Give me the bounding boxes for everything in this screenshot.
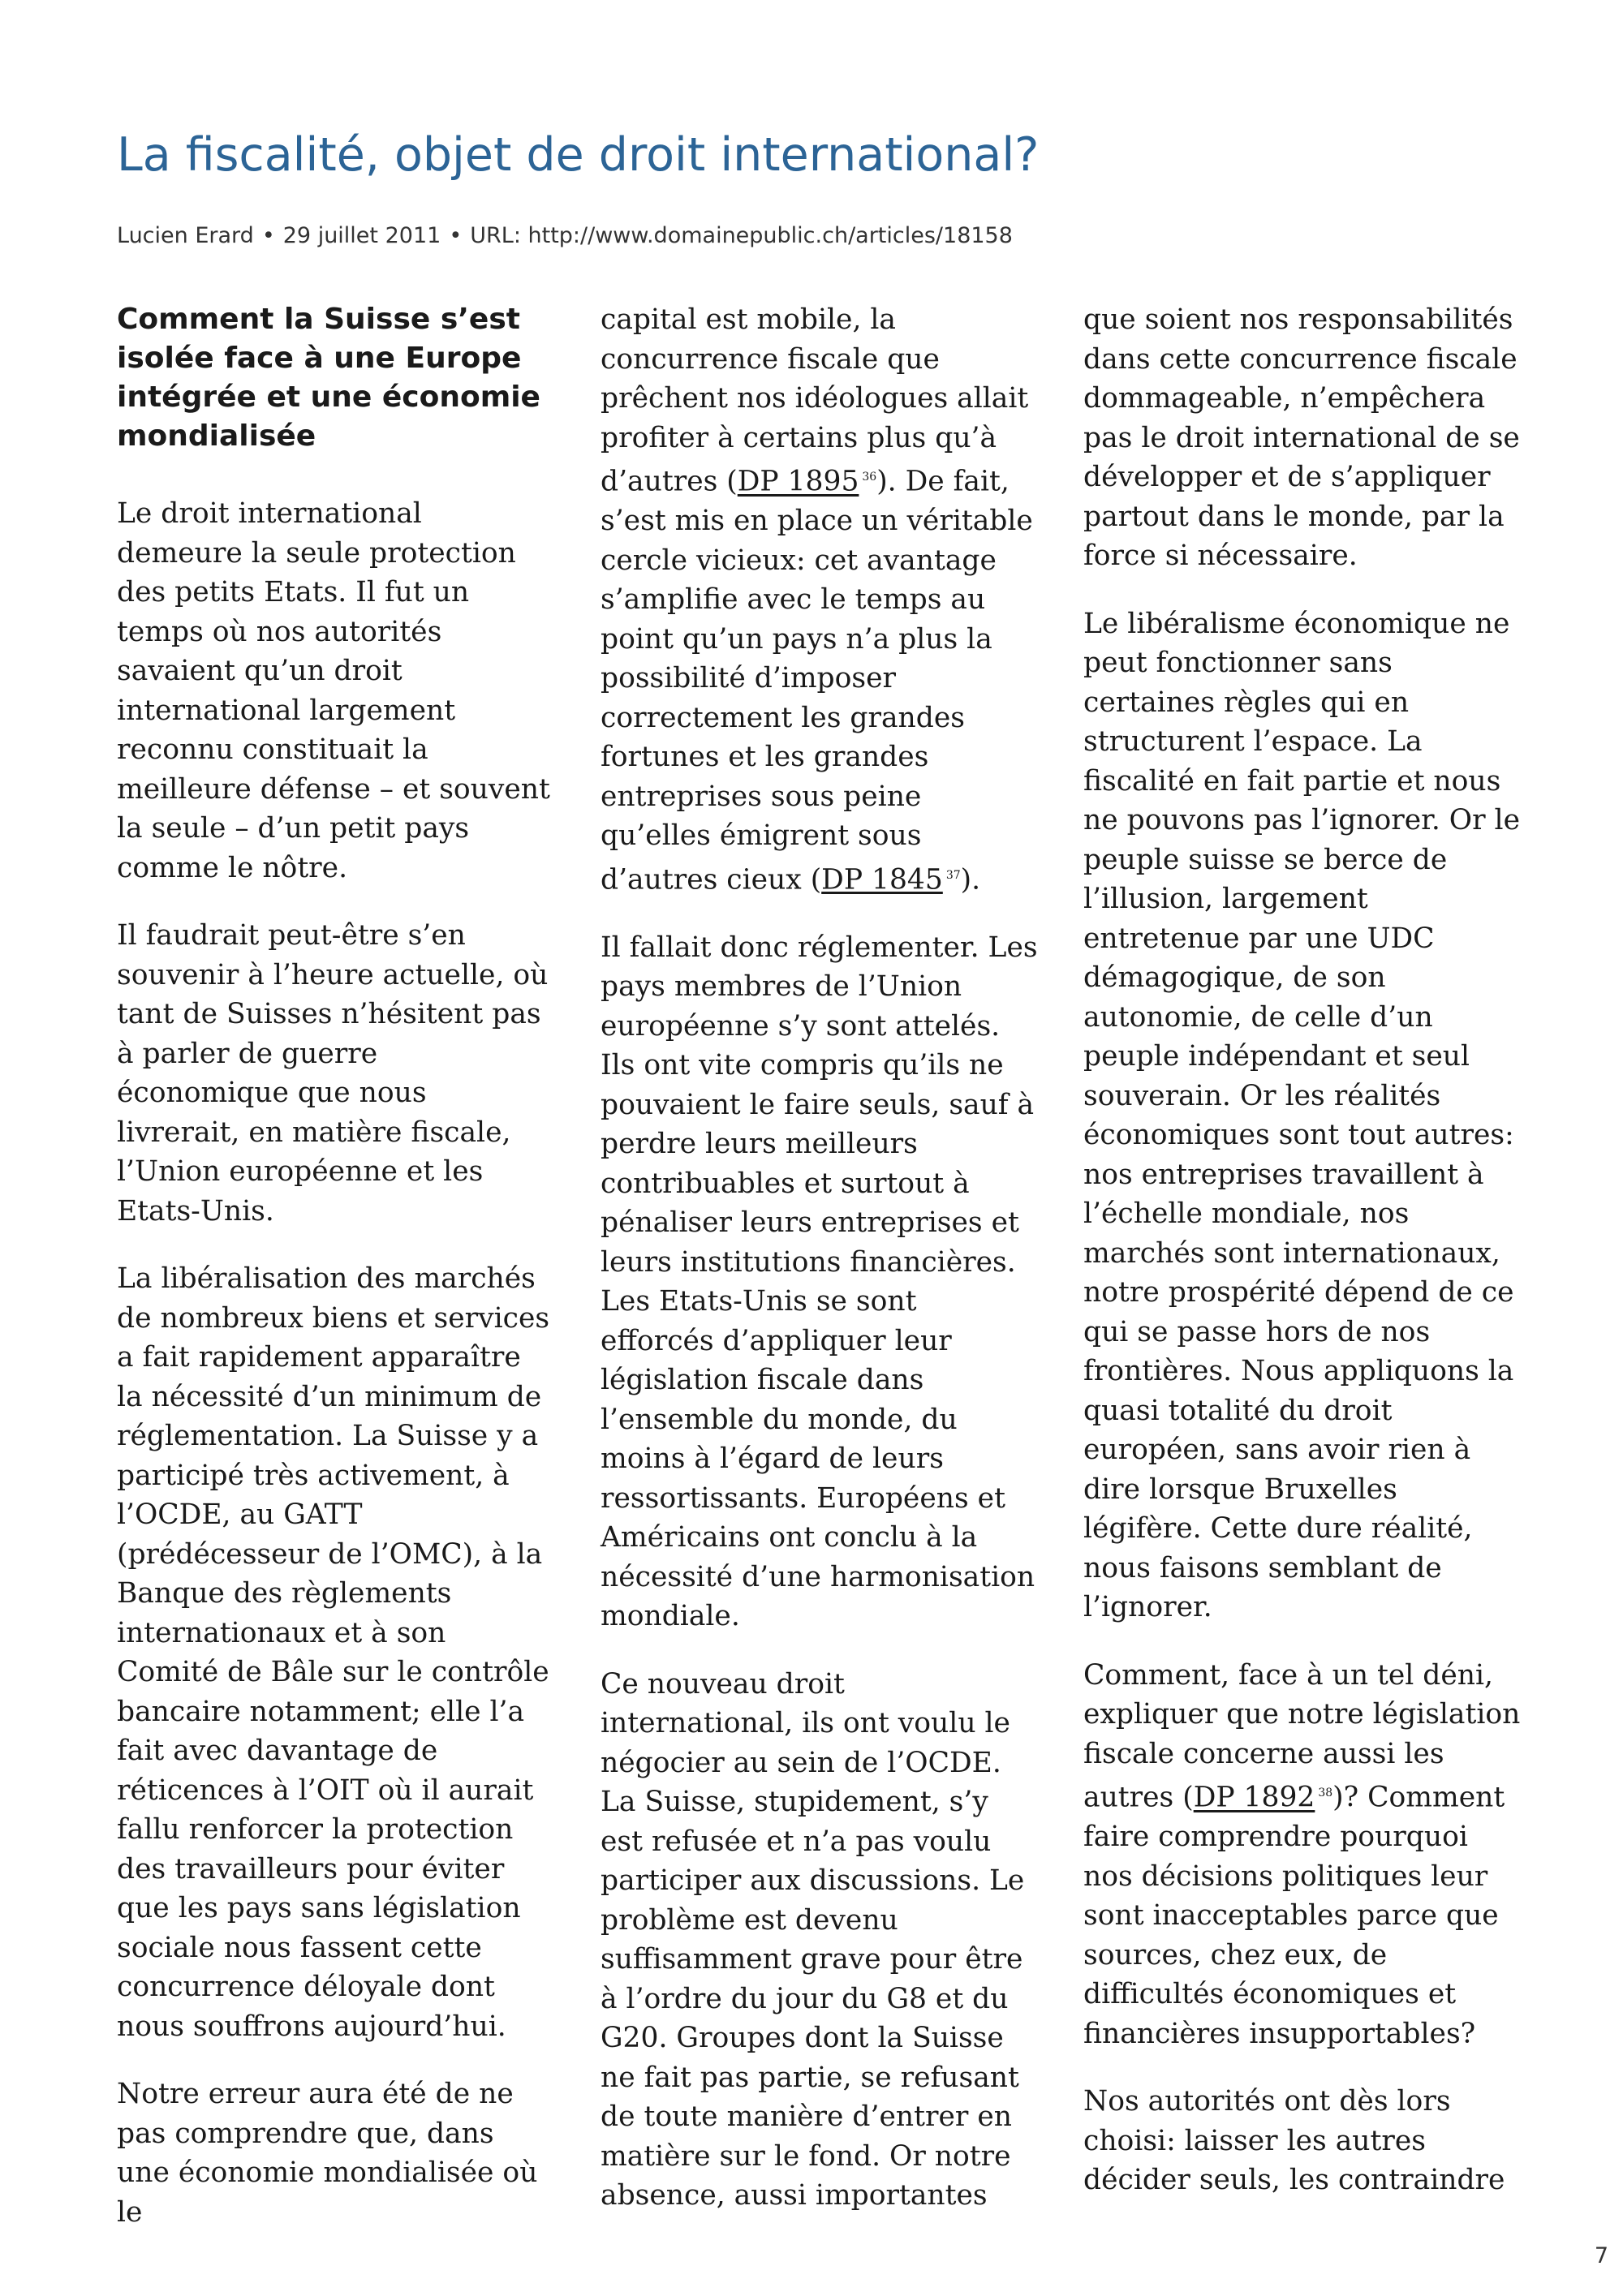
dp-1845-link[interactable]: DP 1845	[821, 863, 943, 896]
article-byline: Lucien Erard • 29 juillet 2011 • URL: http://www.domainepublic.ch/articles/18158	[117, 223, 1013, 248]
column-2	[601, 300, 1039, 2244]
paragraph-6-cont: que soient nos responsabilités dans cette concurrence fiscale dommageable, n’empêchera pas le droit international de se développer et de s’appliquer partout dans le monde, par la force si nécessaire.	[1083, 303, 1520, 572]
article-url[interactable]: URL: http://www.domainepublic.ch/articles/18158	[470, 223, 1013, 248]
paragraph-6-start: Ce nouveau droit international, ils ont voulu le négocier au sein de l’OCDE. La Suisse, stupidement, s’y est refusée et n’a pas voulu participer aux discussions. Le problème est devenu suffisamment grave pour être à l’ordre du jour du G8 et du G20. Groupes dont la Suisse ne fait pas partie, se refusant de toute manière d’entrer en matière sur le fond. Or notre absence, aussi importantes	[601, 1667, 1025, 2212]
page-number: 7	[1594, 2243, 1608, 2268]
paragraph-1: Le droit international demeure la seule protection des petits Etats. Il fut un temps où nos autorités savaient qu’un droit international largement reconnu constituait la meilleure défense – et souvent la seule – d’un petit pays comme le nôtre.	[117, 497, 550, 884]
dp-1895-link[interactable]: DP 1895	[737, 465, 859, 498]
paragraph-7: Le libéralisme économique ne peut fonctionner sans certaines règles qui en structurent l’espace. La fiscalité en fait partie et nous ne pouvons pas l’ignorer. Or le peuple suisse se berce de l’illusion, largement entretenue par une UDC démagogique, de son autonomie, de celle d’un peuple indépendant et seul souverain. Or les réalités économiques sont tout autres: nos entreprises travaillent à l’échelle mondiale, nos marchés sont internationaux, notre prospérité dépend de ce qui se passe hors de nos frontières. Nous appliquons la quasi totalité du droit européen, sans avoir rien à dire lorsque Bruxelles légifère. Cette dure réalité, nous faisons semblant de l’ignorer.	[1083, 607, 1521, 1623]
paragraph-9: Nos autorités ont dès lors choisi: laisser les autres décider seuls, les contraindre	[1083, 2085, 1505, 2196]
paragraph-4-cont: capital est mobile, la concurrence fiscale que prêchent nos idéologues allait profiter à certains plus qu’à d’autres (DP 1895 $^{36}$). De fait, s’est mis en place un véritable cercle vicieux: cet avantage s’amplifie avec le temps au point qu’un pays n’a plus la possibilité d’imposer correctement les grandes fortunes et les grandes entreprises sous peine qu’elles émigrent sous d’autres cieux (DP 1845 $^{37}$).	[601, 303, 1033, 896]
footnote-36: 36	[862, 471, 877, 484]
article-title: La fiscalité, objet de droit international?	[117, 128, 1040, 182]
column-3	[1083, 300, 1522, 2229]
paragraph-2: Il faudrait peut-être s’en souvenir à l’heure actuelle, où tant de Suisses n’hésitent pas à parler de guerre économique que nous livrerait, en matière fiscale, l’Union européenne et les Etats-Unis.	[117, 919, 549, 1228]
publication-date: 29 juillet 2011	[282, 223, 441, 248]
footnote-37: 37	[945, 868, 961, 882]
paragraph-8: Comment, face à un tel déni, expliquer que notre législation fiscale concerne aussi les autres (DP 1892 $^{38}$)? Comment faire comprendre pourquoi nos décisions politiques leur sont inacceptables parce que sources, chez eux, de difficultés économiques et financières insupportables?	[1083, 1658, 1521, 2050]
column-1	[117, 300, 555, 2260]
paragraph-3: La libéralisation des marchés de nombreux biens et services a fait rapidement apparaître la nécessité d’un minimum de réglementation. La Suisse y a participé très activement, à l’OCDE, au GATT (prédécesseur de l’OMC), à la Banque des règlements internationaux et à son Comité de Bâle sur le contrôle bancaire notamment; elle l’a fait avec davantage de réticences à l’OIT où il aurait fallu renforcer la protection des travailleurs pour éviter que les pays sans législation sociale nous fassent cette concurrence déloyale dont nous souffrons aujourd’hui.	[117, 1262, 550, 2043]
paragraph-5: Il fallait donc réglementer. Les pays membres de l’Union européenne s’y sont attelés. Ils ont vite compris qu’ils ne pouvaient le faire seuls, sauf à perdre leurs meilleurs contribuables et surtout à pénaliser leurs entreprises et leurs institutions financières. Les Etats-Unis se sont efforcés d’appliquer leur législation fiscale dans l’ensemble du monde, du moins à l’égard de leurs ressortissants. Européens et Américains ont conclu à la nécessité d’une harmonisation mondiale.	[601, 931, 1038, 1632]
footnote-38: 38	[1318, 1786, 1333, 1799]
dp-1892-link[interactable]: DP 1892	[1193, 1781, 1315, 1814]
paragraph-4-start: Notre erreur aura été de ne pas comprendre que, dans une économie mondialisée où le	[117, 2078, 538, 2229]
article-lead: Comment la Suisse s’est isolée face à une Europe intégrée et une économie mondialisée	[117, 303, 540, 453]
author: Lucien Erard	[117, 223, 254, 248]
